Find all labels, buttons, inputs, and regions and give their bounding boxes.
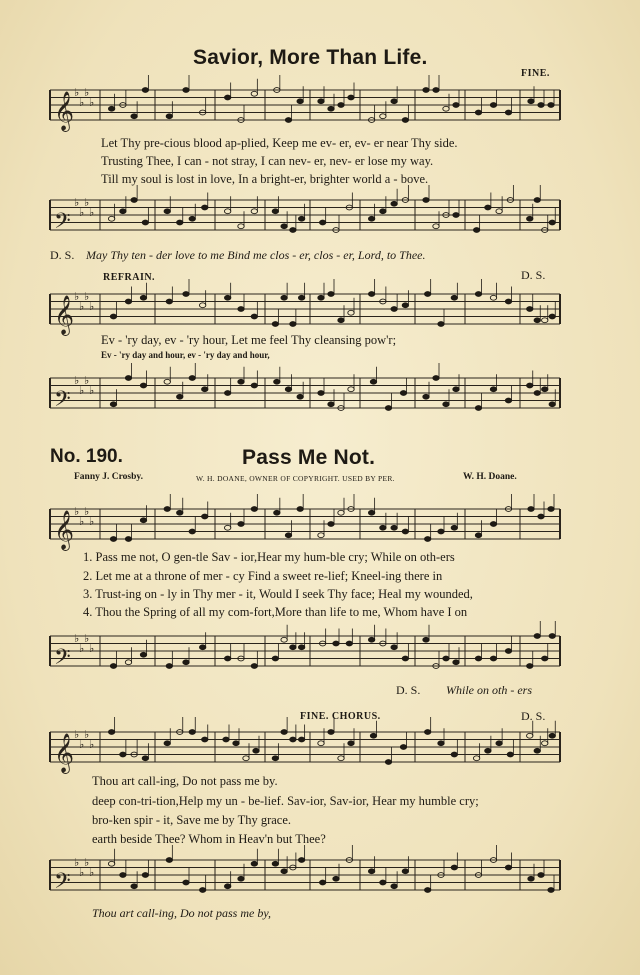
hymn2-bass-staff	[0, 632, 640, 675]
svg-text:♭: ♭	[89, 206, 95, 219]
svg-text:♭: ♭	[74, 86, 80, 99]
svg-text:♭: ♭	[89, 515, 95, 528]
svg-text:𝄞: 𝄞	[54, 510, 75, 550]
svg-text:♭: ♭	[89, 300, 95, 313]
svg-text:♭: ♭	[84, 505, 90, 518]
svg-text:𝄢: 𝄢	[54, 869, 71, 899]
hymn1-fine-label: FINE.	[521, 68, 550, 79]
svg-text:♭: ♭	[89, 384, 95, 397]
svg-text:♭: ♭	[84, 856, 90, 869]
hymn2-chorus-line-4: earth beside Thee? Whom in Heav'n but Thee?	[92, 832, 326, 846]
svg-text:𝄢: 𝄢	[54, 645, 71, 675]
hymn1-treble-staff	[0, 86, 640, 131]
svg-text:♭: ♭	[79, 96, 85, 109]
hymn2-author: Fanny J. Crosby.	[74, 472, 143, 482]
svg-text:♭: ♭	[74, 374, 80, 387]
svg-text:𝄢: 𝄢	[54, 387, 71, 417]
hymn1-ds-label: D. S.	[50, 248, 75, 262]
hymn2-stanza-4: 4. Thou the Spring of all my com-fort,More than life to me, Whom have I on	[83, 605, 468, 619]
svg-text:♭: ♭	[84, 290, 90, 303]
hymn1-lyric-line-3: Till my soul is lost in love, In a bright-er, brighter world a - bove.	[101, 172, 429, 186]
hymn2-fine-chorus-label: FINE. CHORUS.	[300, 711, 381, 722]
hymn2-stanza-2: 2. Let me at a throne of mer - cy Find a sweet re-lief; Kneel-ing there in	[83, 569, 443, 583]
hymn1-refrain-bass-staff	[0, 374, 640, 417]
hymn2-stanza-3: 3. Trust-ing on - ly in Thy mer - it, Would I seek Thy face; Heal my wounded,	[83, 587, 473, 601]
hymn1-refrain-line-2: Ev - 'ry day and hour, ev - 'ry day and hour,	[101, 350, 270, 360]
svg-text:♭: ♭	[84, 632, 90, 645]
hymn1-lyric-line-1: Let Thy pre-cious blood ap-plied, Keep me ev- er, ev- er near Thy side.	[101, 136, 458, 150]
hymn1-refrain-line-1: Ev - 'ry day, ev - 'ry hour, Let me feel Thy cleansing pow'r;	[101, 333, 397, 347]
svg-text:♭: ♭	[79, 300, 85, 313]
hymn2-chorus-line-3: bro-ken spir - it, Save me by Thy grace.	[92, 813, 292, 827]
hymn1-ds-line: May Thy ten - der love to me Bind me clos - er, clos - er, Lord, to Thee.	[86, 248, 426, 262]
hymn2-chorus-line-2: deep con-tri-tion,Help my un - be-lief. Sav-ior, Sav-ior, Hear my humble cry;	[92, 794, 479, 808]
svg-text:♭: ♭	[79, 866, 85, 879]
svg-text:♭: ♭	[79, 642, 85, 655]
svg-text:𝄢: 𝄢	[54, 209, 71, 239]
hymn2-title: Pass Me Not.	[242, 446, 376, 469]
svg-text:♭: ♭	[84, 374, 90, 387]
hymn1-title: Savior, More Than Life.	[193, 46, 428, 69]
svg-text:♭: ♭	[74, 632, 80, 645]
svg-text:♭: ♭	[89, 96, 95, 109]
svg-text:♭: ♭	[89, 642, 95, 655]
svg-text:♭: ♭	[84, 86, 90, 99]
hymn2-chorus-line-1: Thou art call-ing, Do not pass me by.	[92, 774, 278, 788]
hymn2-number: No. 190.	[50, 446, 123, 467]
svg-text:♭: ♭	[79, 738, 85, 751]
hymn1-refrain-ds: D. S.	[521, 268, 546, 282]
svg-text:♭: ♭	[74, 728, 80, 741]
svg-text:♭: ♭	[84, 196, 90, 209]
svg-text:♭: ♭	[79, 206, 85, 219]
hymn2-ds2-label: D. S.	[521, 709, 546, 723]
hymn2-chorus-treble-staff	[0, 728, 640, 773]
hymn2-ds-label: D. S.	[396, 683, 421, 697]
svg-text:♭: ♭	[74, 856, 80, 869]
hymn1-lyric-line-2: Trusting Thee, I can - not stray, I can nev- er, nev- er lose my way.	[101, 154, 434, 168]
svg-text:♭: ♭	[79, 515, 85, 528]
hymn2-stanza-1: 1. Pass me not, O gen-tle Sav - ior,Hear my hum-ble cry; While on oth-ers	[83, 550, 455, 564]
hymn1-refrain-treble-staff	[0, 290, 640, 335]
svg-text:♭: ♭	[74, 290, 80, 303]
svg-text:𝄞: 𝄞	[54, 295, 75, 335]
hymn1-refrain-label: REFRAIN.	[103, 272, 156, 283]
svg-text:𝄞: 𝄞	[54, 733, 75, 773]
hymn2-treble-staff	[0, 505, 640, 550]
svg-text:♭: ♭	[74, 196, 80, 209]
hymn2-ds-line: While on oth - ers	[446, 683, 532, 697]
hymn2-final-line: Thou art call-ing, Do not pass me by,	[92, 906, 271, 920]
hymn2-copyright: W. H. DOANE, OWNER OF COPYRIGHT. USED BY PER.	[196, 474, 395, 483]
hymn2-composer: W. H. Doane.	[463, 472, 517, 482]
svg-text:♭: ♭	[79, 384, 85, 397]
svg-text:♭: ♭	[89, 866, 95, 879]
hymn2-chorus-bass-staff	[0, 856, 640, 899]
svg-text:♭: ♭	[89, 738, 95, 751]
svg-text:♭: ♭	[84, 728, 90, 741]
hymn1-bass-staff	[0, 196, 640, 239]
svg-text:♭: ♭	[74, 505, 80, 518]
svg-text:𝄞: 𝄞	[54, 91, 75, 131]
